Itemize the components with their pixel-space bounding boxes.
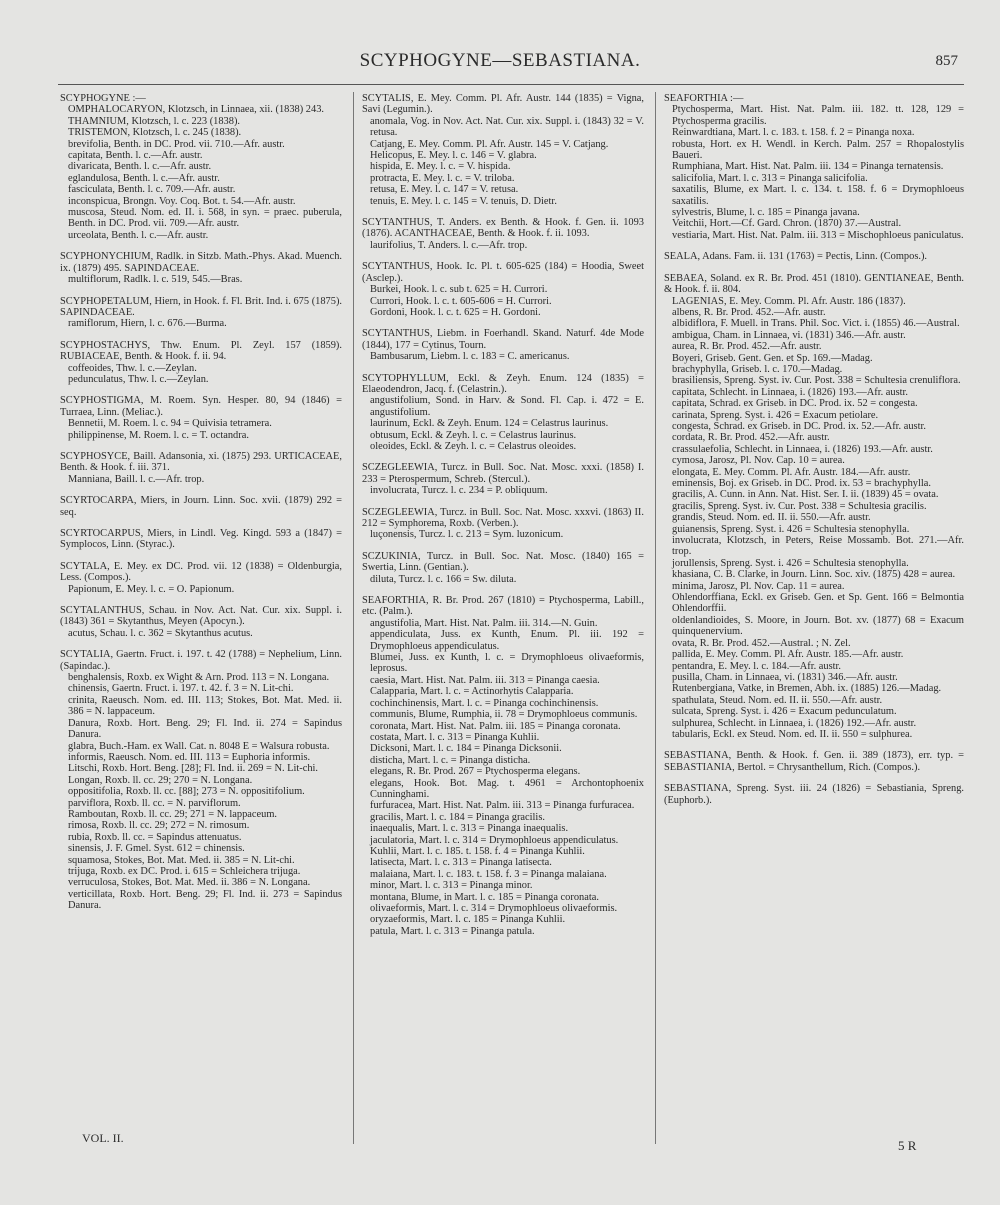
dictionary-entry — [362, 93, 644, 207]
entry-line: chinensis, Gaertn. Fruct. i. 197. t. 42. f. 3 = N. Lit-chi. — [68, 683, 294, 695]
entry-line: coronata, Mart. Hist. Nat. Palm. iii. 185 = Pinanga coronata. — [370, 720, 621, 732]
entry-line: elegans, R. Br. Prod. 267 = Ptychosperma elegans. — [370, 766, 581, 778]
entry-line: costata, Mart. l. c. 313 = Pinanga Kuhlii. — [370, 731, 540, 743]
entry-line: angustifolia, Mart. Hist. Nat. Palm. iii. 314.—N. Guin. — [370, 617, 598, 629]
entry-line: pentandra, E. Mey. l. c. 184.—Afr. austr. — [672, 660, 841, 672]
entry-line: Danura, Roxb. Hort. Beng. 29; Fl. Ind. ii. 274 = Sapindus Danura. — [68, 717, 342, 741]
entry-line: pallida, E. Mey. Comm. Pl. Afr. Austr. 185.—Afr. austr. — [672, 649, 904, 661]
entry-line: saxatilis, Blume, ex Mart. l. c. 134. t. 158. f. 6 = Drymophloeus saxatilis. — [672, 184, 964, 207]
entry-line: retusa, E. Mey. l. c. 147 = V. retusa. — [370, 184, 519, 196]
entry-line: muscosa, Steud. Nom. ed. II. i. 568, in syn. = praec. puberula, Benth. in DC. Prod. vii. 709.—Afr. austr. — [68, 207, 342, 230]
entry-line: pusilla, Cham. in Linnaea, vi. (1831) 346.—Afr. austr. — [672, 671, 898, 683]
entry-heading: SCZEGLEEWIA, Turcz. in Bull. Soc. Nat. Mosc. xxxvi. (1863) II. 212 = Symphorema, Roxb. (Verben.). — [362, 506, 644, 529]
column-divider — [655, 92, 656, 1144]
entry-line: tenuis, E. Mey. l. c. 145 = V. tenuis, D. Dietr. — [370, 195, 557, 207]
entry-heading: SEBAEA, Soland. ex R. Br. Prod. 451 (1810). GENTIANEAE, Benth. & Hook. f. ii. 804. — [664, 272, 964, 296]
entry-line: cochinchinensis, Mart. l. c. = Pinanga cochinchinensis. — [370, 697, 599, 709]
dictionary-entry — [60, 395, 342, 441]
entry-line: tabularis, Eckl. ex Steud. Nom. ed. II. ii. 550 = sulphurea. — [672, 728, 913, 740]
dictionary-entry — [664, 93, 964, 241]
entry-heading: SCYPHOPETALUM, Hiern, in Hook. f. Fl. Brit. Ind. i. 675 (1875). SAPINDACEAE. — [60, 295, 342, 318]
entry-heading: SCYPHOGYNE :— — [60, 93, 146, 104]
dictionary-entry — [60, 296, 342, 330]
entry-line: Calapparia, Mart. l. c. = Actinorhytis Calapparia. — [370, 686, 574, 698]
entry-line: vestiaria, Mart. Hist. Nat. Palm. iii. 313 = Mischophloeus paniculatus. — [672, 229, 964, 241]
entry-heading: SEBASTIANA, Spreng. Syst. iii. 24 (1826) = Sebastiania, Spreng. (Euphorb.). — [664, 783, 964, 806]
column-1 — [60, 93, 342, 1163]
entry-line: gracilis, Spreng. Syst. iv. Cur. Post. 338 = Schultesia gracilis. — [672, 500, 927, 512]
dictionary-entry — [362, 462, 644, 496]
entry-line: anomala, Vog. in Nov. Act. Nat. Cur. xix. Suppl. i. (1843) 32 = V. retusa. — [370, 115, 644, 139]
entry-line: luçonensis, Turcz. l. c. 213 = Sym. luzonicum. — [370, 529, 564, 541]
entry-line: eglandulosa, Benth. l. c.—Afr. austr. — [68, 172, 220, 184]
entry-heading: SEALA, Adans. Fam. ii. 131 (1763) = Pectis, Linn. (Compos.). — [664, 251, 928, 263]
dictionary-entry — [60, 649, 342, 911]
entry-line: THAMNIUM, Klotzsch, l. c. 223 (1838). — [68, 115, 240, 127]
entry-line: inconspicua, Brongn. Voy. Coq. Bot. t. 54.—Afr. austr. — [68, 195, 296, 207]
entry-line: Manniana, Baill. l. c.—Afr. trop. — [68, 473, 205, 485]
entry-line: Gordoni, Hook. l. c. t. 625 = H. Gordoni. — [370, 306, 541, 318]
entry-line: squamosa, Stokes, Bot. Mat. Med. ii. 385 = N. Lit-chi. — [68, 854, 295, 866]
entry-heading: SCYPHONYCHIUM, Radlk. in Sitzb. Math.-Phys. Akad. Muench. ix. (1879) 495. SAPINDACEAE. — [60, 251, 342, 274]
entry-heading: SEAFORTHIA, R. Br. Prod. 267 (1810) = Ptychosperma, Labill., etc. (Palm.). — [362, 595, 644, 618]
entry-line: jorullensis, Spreng. Syst. i. 426 = Schultesia stenophylla. — [672, 557, 909, 569]
dictionary-entry — [664, 783, 964, 806]
entry-heading: SCZUKINIA, Turcz. in Bull. Soc. Nat. Mosc. (1840) 165 = Swertia, Linn. (Gentian.). — [362, 550, 644, 574]
entry-line: philippinense, M. Roem. l. c. = T. octandra. — [68, 429, 249, 441]
entry-line: verruculosa, Stokes, Bot. Mat. Med. ii. 386 = N. Longana. — [68, 877, 311, 889]
entry-line: Reinwardtiana, Mart. l. c. 183. t. 158. f. 2 = Pinanga noxa. — [672, 127, 915, 139]
entry-line: involucrata, Klotzsch, in Peters, Reise Mossamb. Bot. 271.—Afr. trop. — [672, 535, 964, 558]
entry-line: oleoides, Eckl. & Zeyh. l. c. = Celastrus oleoides. — [370, 440, 577, 452]
column-divider — [353, 92, 354, 1144]
entry-line: capitata, Schrad. ex Griseb. in DC. Prod. ix. 52 = congesta. — [672, 398, 918, 410]
entry-line: oryzaeformis, Mart. l. c. 185 = Pinanga Kuhlii. — [370, 914, 566, 926]
entry-line: Catjang, E. Mey. Comm. Pl. Afr. Austr. 145 = V. Catjang. — [370, 138, 609, 150]
dictionary-entry — [362, 373, 644, 453]
entry-heading: SCYTANTHUS, T. Anders. ex Benth. & Hook. f. Gen. ii. 1093 (1876). ACANTHACEAE, Benth. & Hook. f. ii. 1093. — [362, 217, 644, 240]
entry-heading: SCYPHOSYCE, Baill. Adansonia, xi. (1875) 293. URTICACEAE, Benth. & Hook. f. iii. 371. — [60, 450, 342, 474]
entry-line: urceolata, Benth. l. c.—Afr. austr. — [68, 229, 209, 241]
entry-line: TRISTEMON, Klotzsch, l. c. 245 (1838). — [68, 127, 242, 139]
dictionary-entry — [60, 528, 342, 551]
entry-line: spathulata, Steud. Nom. ed. II. ii. 550.—Afr. austr. — [672, 694, 883, 706]
entry-line: minima, Jarosz, Pl. Nov. Cap. 11 = aurea. — [672, 580, 845, 592]
entry-line: jaculatoria, Mart. l. c. 314 = Drymophloeus appendiculatus. — [370, 834, 619, 846]
dictionary-entry — [60, 340, 342, 386]
entry-line: Kuhlii, Mart. l. c. 185. t. 158. f. 4 = Pinanga Kuhlii. — [370, 845, 585, 857]
entry-line: olivaeformis, Mart. l. c. 314 = Drymophloeus olivaeformis. — [370, 903, 618, 914]
entry-line: Dicksoni, Mart. l. c. 184 = Pinanga Dicksonii. — [370, 743, 562, 755]
entry-line: ambigua, Cham. in Linnaea, vi. (1831) 346.—Afr. austr. — [672, 329, 906, 341]
entry-heading: SCYTALA, E. Mey. ex DC. Prod. vii. 12 (1838) = Oldenburgia, Less. (Compos.). — [60, 560, 342, 584]
dictionary-entry — [362, 551, 644, 585]
entry-line: albidiflora, F. Muell. in Trans. Phil. Soc. Vict. i. (1855) 46.—Austral. — [672, 318, 960, 330]
entry-heading: SCYPHOSTIGMA, M. Roem. Syn. Hesper. 80, 94 (1846) = Turraea, Linn. (Meliac.). — [60, 395, 342, 418]
dictionary-entry — [362, 217, 644, 251]
entry-line: latisecta, Mart. l. c. 313 = Pinanga latisecta. — [370, 857, 552, 869]
entry-heading: SCYRTOCARPA, Miers, in Journ. Linn. Soc. xvii. (1879) 292 = seq. — [60, 495, 342, 518]
entry-line: Burkei, Hook. l. c. sub t. 625 = H. Currori. — [370, 284, 548, 296]
entry-line: Bambusarum, Liebm. l. c. 183 = C. americanus. — [370, 351, 570, 363]
entry-line: cymosa, Jarosz, Pl. Nov. Cap. 10 = aurea. — [672, 455, 845, 467]
column-3 — [664, 93, 964, 1163]
signature-mark: 5 R — [898, 1138, 917, 1153]
entry-heading: SEBASTIANA, Benth. & Hook. f. Gen. ii. 389 (1873), err. typ. = SEBASTIANIA, Bertol. = Chrysanthellum, Rich. (Compos.). — [664, 750, 964, 773]
entry-line: crinita, Raeusch. Nom. ed. III. 113; Stokes, Bot. Mat. Med. ii. 386 = N. lappaceum. — [68, 694, 342, 718]
entry-line: Ptychosperma, Mart. Hist. Nat. Palm. iii. 182. tt. 128, 129 = Ptychosperma gracilis. — [672, 104, 964, 127]
entry-line: albens, R. Br. Prod. 452.—Afr. austr. — [672, 306, 826, 318]
entry-line: benghalensis, Roxb. ex Wight & Arn. Prod. 113 = N. Longana. — [68, 672, 330, 684]
entry-line: Veitchii, Hort.—Cf. Gard. Chron. (1870) 37.—Austral. — [672, 218, 902, 230]
entry-line: coffeoides, Thw. l. c.—Zeylan. — [68, 362, 197, 374]
entry-heading: SCYTOPHYLLUM, Eckl. & Zeyh. Enum. 124 (1835) = Elaeodendron, Jacq. f. (Celastrin.). — [362, 372, 644, 395]
dictionary-entry — [362, 507, 644, 541]
entry-line: cordata, R. Br. Prod. 452.—Afr. austr. — [672, 432, 830, 444]
entry-line: khasiana, C. B. Clarke, in Journ. Linn. Soc. xiv. (1875) 428 = aurea. — [672, 569, 956, 581]
entry-line: Currori, Hook. l. c. t. 605-606 = H. Currori. — [370, 295, 552, 307]
entry-line: robusta, Hort. ex H. Wendl. in Kerch. Palm. 257 = Rhopalostylis Baueri. — [672, 138, 964, 162]
entry-line: Longan, Roxb. ll. cc. 29; 270 = N. Longana. — [68, 774, 253, 786]
entry-line: congesta, Schrad. ex Griseb. in DC. Prod. ix. 52.—Afr. austr. — [672, 420, 926, 432]
entry-line: rubia, Roxb. ll. cc. = Sapindus attenuatus. — [68, 831, 242, 843]
entry-line: fasciculata, Benth. l. c. 709.—Afr. austr. — [68, 184, 236, 196]
entry-line: angustifolium, Sond. in Harv. & Sond. Fl. Cap. i. 472 = E. angustifolium. — [370, 395, 644, 418]
entry-line: LAGENIAS, E. Mey. Comm. Pl. Afr. Austr. 186 (1837). — [672, 295, 906, 307]
dictionary-entry — [60, 93, 342, 241]
entry-line: pedunculatus, Thw. l. c.—Zeylan. — [68, 373, 209, 385]
entry-heading: SCYTANTHUS, Liebm. in Foerhandl. Skand. Naturf. 4de Mode (1844), 177 = Cytinus, Tourn. — [362, 328, 644, 351]
entry-line: Rutenbergiana, Vatke, in Bremen, Abh. ix. (1885) 126.—Madag. — [672, 683, 942, 695]
entry-line: multiflorum, Radlk. l. c. 519, 545.—Bras. — [68, 274, 243, 286]
entry-line: laurifolius, T. Anders. l. c.—Afr. trop. — [370, 239, 528, 251]
entry-line: Boyeri, Griseb. Gent. Gen. et Sp. 169.—Madag. — [672, 352, 873, 364]
running-head: SCYPHOGYNE—SEBASTIANA. — [359, 50, 641, 71]
entry-line: elongata, E. Mey. Comm. Pl. Afr. Austr. 184.—Afr. austr. — [672, 466, 911, 478]
entry-line: ovata, R. Br. Prod. 452.—Austral. ; N. Zel. — [672, 637, 851, 649]
entry-line: oldenlandioides, S. Moore, in Journ. Bot. xv. (1877) 68 = Exacum quinquenervium. — [672, 614, 964, 638]
entry-line: brasiliensis, Spreng. Syst. iv. Cur. Post. 338 = Schultesia crenuliflora. — [672, 375, 961, 387]
entry-line: oppositifolia, Roxb. ll. cc. [88]; 273 = N. oppositifolium. — [68, 786, 305, 798]
entry-line: rimosa, Roxb. ll. cc. 29; 272 = N. rimosum. — [68, 820, 250, 832]
entry-line: brevifolia, Benth. in DC. Prod. vii. 710.—Afr. austr. — [68, 138, 285, 150]
entry-line: furfuracea, Mart. Hist. Nat. Palm. iii. 313 = Pinanga furfuracea. — [370, 800, 635, 812]
entry-line: Blumei, Juss. ex Kunth, l. c. = Drymophloeus olivaeformis, leprosus. — [370, 652, 644, 675]
entry-line: crassulaefolia, Schlecht. in Linnaea, i. (1826) 193.—Afr. austr. — [672, 443, 933, 455]
entry-line: appendiculata, Juss. ex Kunth, Enum. Pl. iii. 192 = Drymophloeus appendiculatus. — [370, 629, 644, 652]
entry-line: patula, Mart. l. c. 313 = Pinanga patula. — [370, 925, 535, 937]
entry-line: parviflora, Roxb. ll. cc. = N. parviflorum. — [68, 797, 241, 809]
dictionary-entry — [362, 328, 644, 362]
entry-line: Bennetii, M. Roem. l. c. 94 = Quivisia tetramera. — [68, 418, 272, 430]
entry-heading: SCZEGLEEWIA, Turcz. in Bull. Soc. Nat. Mosc. xxxi. (1858) I. 233 = Pterospermum, Schreb. (Stercul.). — [362, 462, 644, 485]
entry-line: brachyphylla, Griseb. l. c. 170.—Madag. — [672, 363, 843, 375]
entry-line: Rumphiana, Mart. Hist. Nat. Palm. iii. 134 = Pinanga ternatensis. — [672, 161, 944, 173]
entry-line: informis, Raeusch. Nom. ed. III. 113 = Euphoria informis. — [68, 751, 311, 763]
entry-heading: SEAFORTHIA :— — [664, 93, 744, 104]
entry-line: sulcata, Spreng. Syst. i. 426 = Exacum pedunculatum. — [672, 706, 897, 718]
dictionary-entry — [60, 605, 342, 639]
entry-line: glabra, Buch.-Ham. ex Wall. Cat. n. 8048 E = Walsura robusta. — [68, 740, 330, 752]
entry-line: divaricata, Benth. l. c.—Afr. austr. — [68, 161, 212, 173]
dictionary-entry — [60, 561, 342, 595]
entry-line: capitata, Schlecht. in Linnaea, i. (1826) 193.—Afr. austr. — [672, 386, 909, 398]
entry-line: trijuga, Roxb. ex DC. Prod. i. 615 = Schleichera trijuga. — [68, 865, 301, 877]
entry-line: capitata, Benth. l. c.—Afr. austr. — [68, 150, 203, 162]
entry-line: minor, Mart. l. c. 313 = Pinanga minor. — [370, 880, 533, 892]
entry-line: gracilis, Mart. l. c. 184 = Pinanga gracilis. — [370, 811, 545, 823]
entry-line: protracta, E. Mey. l. c. = V. triloba. — [370, 172, 515, 184]
entry-line: Ramboutan, Roxb. ll. cc. 29; 271 = N. lappaceum. — [68, 808, 278, 820]
dictionary-entry — [664, 273, 964, 741]
entry-line: disticha, Mart. l. c. = Pinanga disticha. — [370, 754, 531, 766]
entry-line: gracilis, A. Cunn. in Ann. Nat. Hist. Ser. I. ii. (1839) 45 = ovata. — [672, 489, 939, 501]
entry-line: elegans, Hook. Bot. Mag. t. 4961 = Archontophoenix Cunninghami. — [370, 777, 644, 800]
dictionary-entry — [60, 451, 342, 485]
dictionary-entry — [362, 261, 644, 318]
entry-heading: SCYTALANTHUS, Schau. in Nov. Act. Nat. Cur. xix. Suppl. i. (1843) 361 = Skytanthus, Meyen (Apocyn.). — [60, 605, 342, 628]
entry-line: verticillata, Roxb. Hort. Beng. 29; Fl. Ind. ii. 273 = Sapindus Danura. — [68, 888, 342, 912]
volume-label: VOL. II. — [82, 1131, 124, 1145]
dictionary-entry — [60, 495, 342, 518]
entry-line: caesia, Mart. Hist. Nat. Palm. iii. 313 = Pinanga caesia. — [370, 674, 600, 686]
entry-heading: SCYTALIA, Gaertn. Fruct. i. 197. t. 42 (1788) = Nephelium, Linn. (Sapindac.). — [60, 649, 342, 672]
entry-heading: SCYTALIS, E. Mey. Comm. Pl. Afr. Austr. 144 (1835) = Vigna, Savi (Legumin.). — [362, 93, 644, 116]
entry-line: communis, Blume, Rumphia, ii. 78 = Drymophloeus communis. — [370, 709, 638, 721]
entry-line: Litschi, Roxb. Hort. Beng. [28]; Fl. Ind. ii. 269 = N. Lit-chi. — [68, 763, 319, 775]
entry-line: involucrata, Turcz. l. c. 234 = P. obliquum. — [370, 485, 548, 497]
entry-line: Papionum, E. Mey. l. c. = O. Papionum. — [68, 583, 235, 595]
entry-line: inaequalis, Mart. l. c. 313 = Pinanga inaequalis. — [370, 823, 569, 835]
dictionary-entry — [60, 251, 342, 285]
entry-line: guianensis, Spreng. Syst. i. 426 = Schultesia stenophylla. — [672, 523, 910, 535]
entry-line: sulphurea, Schlecht. in Linnaea, i. (1826) 192.—Afr. austr. — [672, 717, 917, 729]
header-rule — [58, 84, 964, 85]
entry-heading: SCYTANTHUS, Hook. Ic. Pl. t. 605-625 (184) = Hoodia, Sweet (Asclep.). — [362, 261, 644, 284]
dictionary-entry — [664, 750, 964, 773]
column-2 — [362, 93, 644, 1163]
dictionary-entry — [362, 595, 644, 937]
entry-heading: SCYPHOSTACHYS, Thw. Enum. Pl. Zeyl. 157 (1859). RUBIACEAE, Benth. & Hook. f. ii. 94. — [60, 339, 342, 363]
entry-line: Helicopus, E. Mey. l. c. 146 = V. glabra. — [370, 150, 537, 162]
page-number: 857 — [935, 53, 958, 69]
entry-line: carinata, Spreng. Syst. i. 426 = Exacum petiolare. — [672, 409, 879, 421]
entry-line: sinensis, J. F. Gmel. Syst. 612 = chinensis. — [68, 843, 245, 855]
entry-line: Ohlendorffiana, Eckl. ex Griseb. Gen. et Sp. Gent. 166 = Belmontia Ohlendorffii. — [672, 592, 964, 615]
entry-line: montana, Blume, in Mart. l. c. 185 = Pinanga coronata. — [370, 891, 599, 903]
entry-line: acutus, Schau. l. c. 362 = Skytanthus acutus. — [68, 627, 253, 639]
entry-line: diluta, Turcz. l. c. 166 = Sw. diluta. — [370, 573, 517, 585]
entry-heading: SCYRTOCARPUS, Miers, in Lindl. Veg. Kingd. 593 a (1847) = Symplocos, Linn. (Styrac.). — [60, 528, 342, 551]
entry-line: OMPHALOCARYON, Klotzsch, in Linnaea, xii. (1838) 243. — [68, 104, 324, 116]
entry-line: aurea, R. Br. Prod. 452.—Afr. austr. — [672, 341, 822, 353]
entry-line: laurinum, Eckl. & Zeyh. Enum. 124 = Celastrus laurinus. — [370, 418, 609, 430]
entry-line: obtusum, Eckl. & Zeyh. l. c. = Celastrus laurinus. — [370, 429, 577, 441]
entry-line: salicifolia, Mart. l. c. 313 = Pinanga salicifolia. — [672, 172, 868, 184]
entry-line: sylvestris, Blume, l. c. 185 = Pinanga javana. — [672, 207, 860, 219]
dictionary-entry — [664, 251, 964, 262]
entry-line: ramiflorum, Hiern, l. c. 676.—Burma. — [68, 318, 227, 330]
entry-line: grandis, Steud. Nom. ed. II. ii. 550.—Afr. austr. — [672, 512, 871, 524]
entry-line: eminensis, Boj. ex Griseb. in DC. Prod. ix. 53 = brachyphylla. — [672, 478, 931, 489]
entry-line: malaiana, Mart. l. c. 183. t. 158. f. 3 = Pinanga malaiana. — [370, 868, 607, 880]
entry-line: hispida, E. Mey. l. c. = V. hispida. — [370, 161, 511, 173]
